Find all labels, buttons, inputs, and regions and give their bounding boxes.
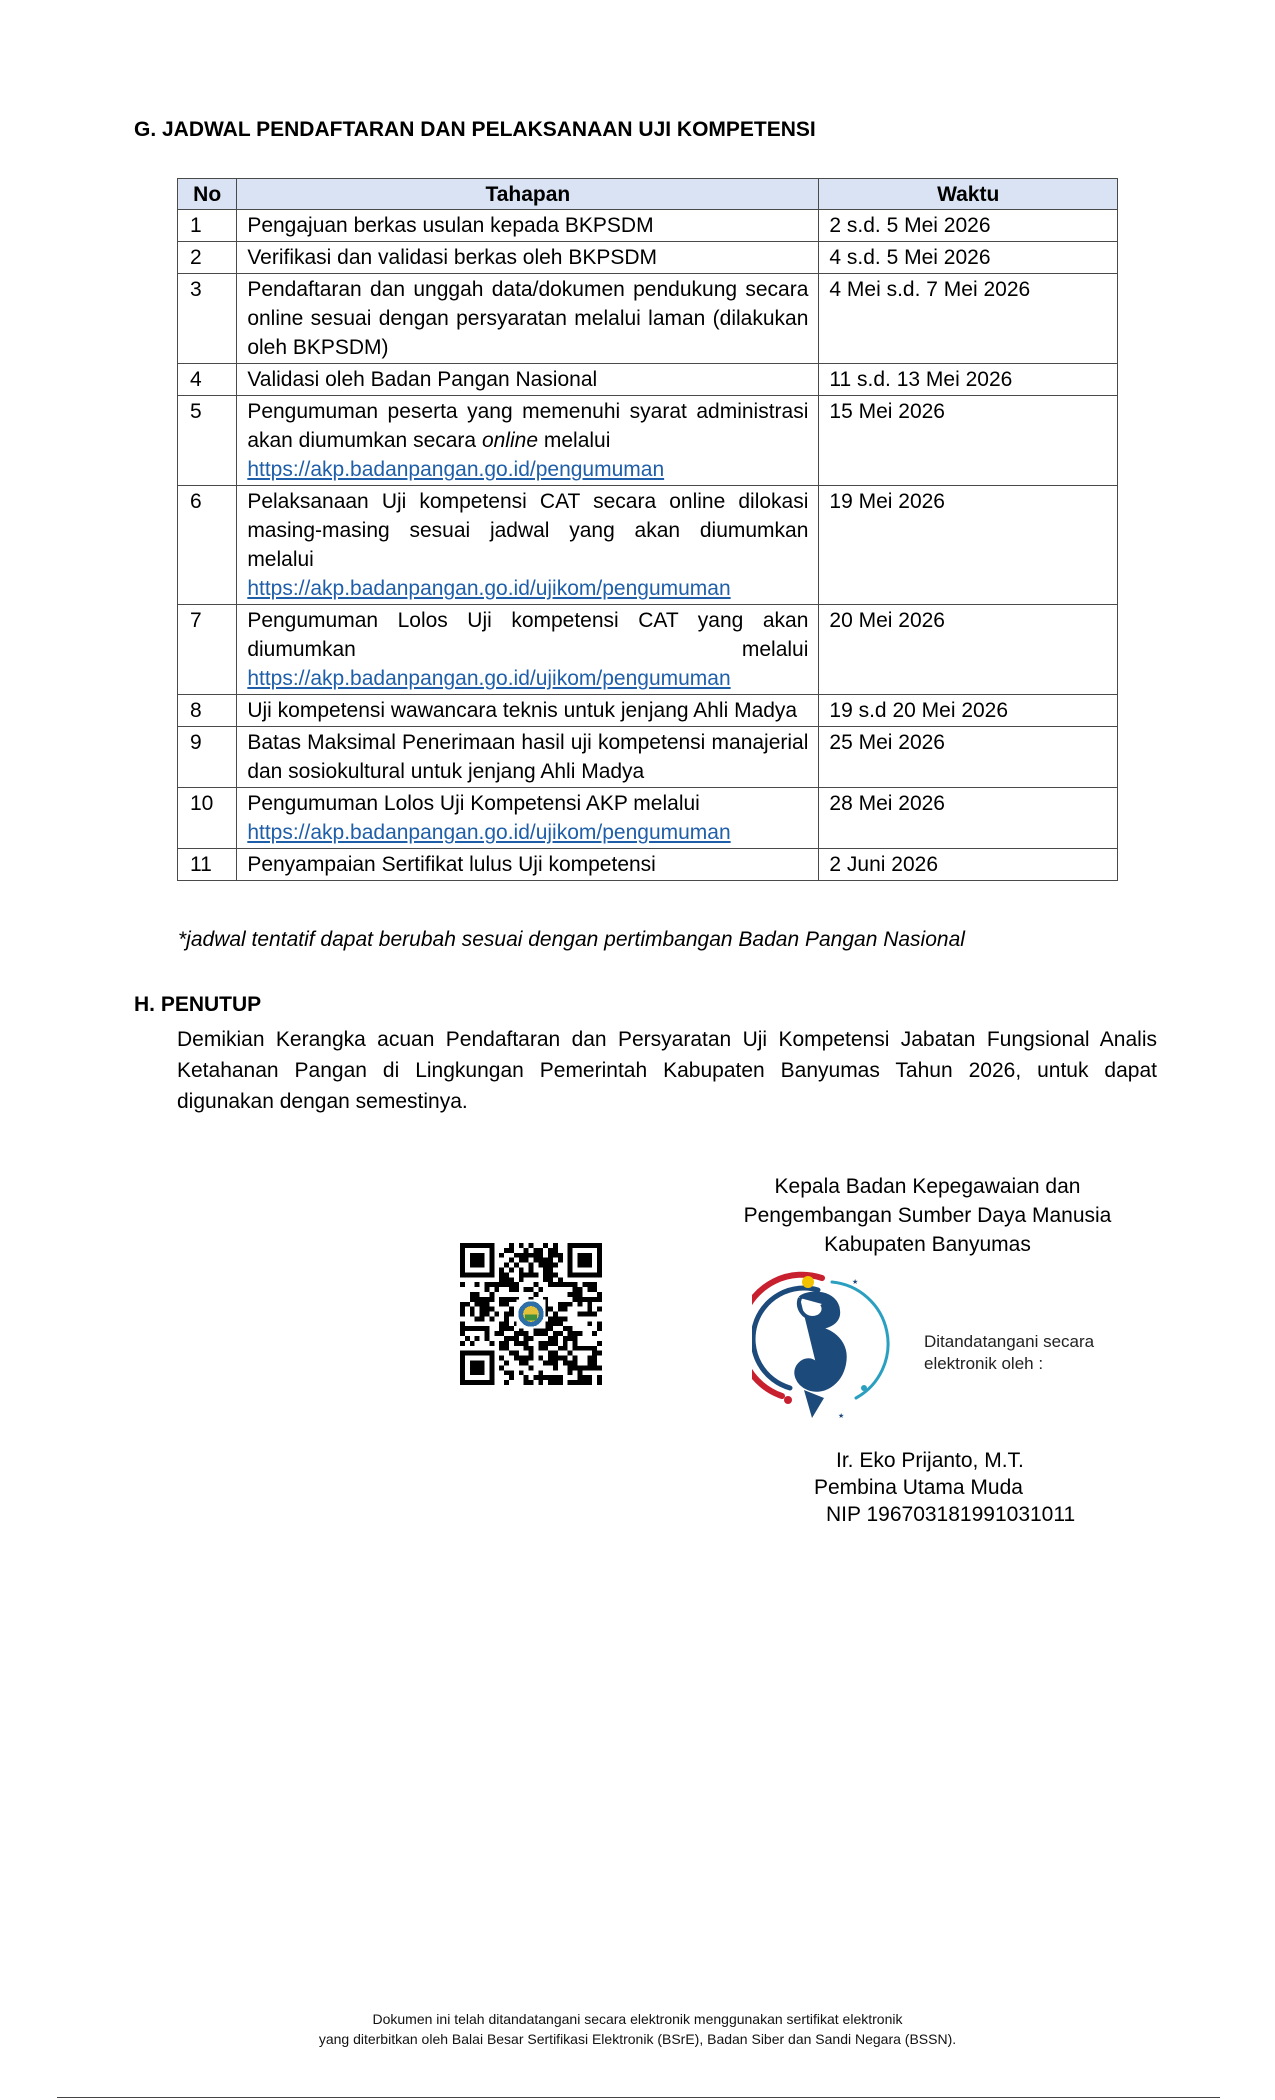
header-no: No xyxy=(178,179,237,210)
row-waktu: 25 Mei 2026 xyxy=(819,727,1118,788)
row-no: 2 xyxy=(178,242,237,274)
row-tahapan xyxy=(237,396,819,486)
row-no: 4 xyxy=(178,364,237,396)
table-row xyxy=(178,210,1118,242)
pengumuman-link[interactable]: https://akp.badanpangan.go.id/pengumuman xyxy=(247,458,665,481)
row-waktu: 19 s.d 20 Mei 2026 xyxy=(819,695,1118,727)
footer-line: yang diterbitkan oleh Balai Besar Sertifikasi Elektronik (BSrE), Badan Siber dan Sandi Negara (BSSN). xyxy=(318,2031,957,2047)
row-waktu: 2 s.d. 5 Mei 2026 xyxy=(819,210,1118,242)
row-no: 6 xyxy=(178,486,237,605)
section-h-title: H. PENUTUP xyxy=(134,993,262,1016)
table-row xyxy=(178,396,1118,486)
table-row xyxy=(178,242,1118,274)
row-tahapan: Pendaftaran dan unggah data/dokumen pendukung secara online sesuai dengan persyaratan melalui laman (dilakukan oleh BKPSDM) xyxy=(237,274,819,364)
row-tahapan-text: Pelaksanaan Uji kompetensi CAT secara online dilokasi masing-masing sesuai jadwal yang akan diumumkan melalui xyxy=(247,490,809,571)
esign-label xyxy=(924,1331,1094,1375)
schedule-table xyxy=(177,178,1118,881)
row-waktu: 19 Mei 2026 xyxy=(819,486,1118,605)
row-tahapan-text: Pengumuman Lolos Uji kompetensi CAT yang akan diumumkan melalui xyxy=(247,609,809,661)
row-no: 9 xyxy=(178,727,237,788)
row-no: 7 xyxy=(178,605,237,695)
header-waktu: Waktu xyxy=(819,179,1118,210)
footer-disclaimer xyxy=(0,2009,1275,2049)
table-row xyxy=(178,364,1118,396)
footer-line: Dokumen ini telah ditandatangani secara elektronik menggunakan sertifikat elektronik xyxy=(372,2011,903,2027)
schedule-note: *jadwal tentatif dapat berubah sesuai dengan pertimbangan Badan Pangan Nasional xyxy=(178,928,965,951)
table-row xyxy=(178,849,1118,881)
svg-text:★: ★ xyxy=(852,1279,859,1286)
closing-paragraph: Demikian Kerangka acuan Pendaftaran dan Persyaratan Uji Kompetensi Jabatan Fungsional Analis Ketahanan Pangan di Lingkungan Pemerintah Kabupaten Banyumas Tahun 2026, untuk dapat digunakan dengan semestinya. xyxy=(177,1028,1157,1113)
ujikom-pengumuman-link[interactable]: https://akp.badanpangan.go.id/ujikom/pengumuman xyxy=(247,577,731,600)
signer-name: Ir. Eko Prijanto, M.T. xyxy=(836,1449,1024,1472)
row-waktu: 4 s.d. 5 Mei 2026 xyxy=(819,242,1118,274)
row-no: 10 xyxy=(178,788,237,849)
table-row xyxy=(178,788,1118,849)
row-no: 11 xyxy=(178,849,237,881)
row-tahapan: Verifikasi dan validasi berkas oleh BKPSDM xyxy=(237,242,819,274)
nip-label: NIP xyxy=(826,1503,861,1526)
row-waktu: 4 Mei s.d. 7 Mei 2026 xyxy=(819,274,1118,364)
signer-block xyxy=(810,1447,1075,1528)
nip-value: 196703181991031011 xyxy=(866,1503,1076,1526)
row-no: 8 xyxy=(178,695,237,727)
row-tahapan: Pengajuan berkas usulan kepada BKPSDM xyxy=(237,210,819,242)
table-row xyxy=(178,274,1118,364)
row-tahapan xyxy=(237,788,819,849)
banyumas-logo xyxy=(752,1268,902,1428)
row-no: 5 xyxy=(178,396,237,486)
row-tahapan: Uji kompetensi wawancara teknis untuk jenjang Ahli Madya xyxy=(237,695,819,727)
table-header-row xyxy=(178,179,1118,210)
row-waktu: 2 Juni 2026 xyxy=(819,849,1118,881)
table-row xyxy=(178,605,1118,695)
signer-rank: Pembina Utama Muda xyxy=(814,1476,1023,1499)
ujikom-pengumuman-link[interactable]: https://akp.badanpangan.go.id/ujikom/pengumuman xyxy=(247,667,731,690)
row-waktu: 20 Mei 2026 xyxy=(819,605,1118,695)
bottom-divider xyxy=(57,2097,1220,2098)
row-waktu: 28 Mei 2026 xyxy=(819,788,1118,849)
office-line: Pengembangan Sumber Daya Manusia xyxy=(743,1204,1112,1227)
row-tahapan: Validasi oleh Badan Pangan Nasional xyxy=(237,364,819,396)
office-line: Kepala Badan Kepegawaian dan xyxy=(774,1175,1081,1198)
section-g-title: G. JADWAL PENDAFTARAN DAN PELAKSANAAN UJI KOMPETENSI xyxy=(134,118,816,141)
official-title xyxy=(700,1172,1155,1259)
qr-code xyxy=(460,1243,602,1385)
row-tahapan-text: Pengumuman Lolos Uji Kompetensi AKP melalui xyxy=(247,792,700,815)
table-row xyxy=(178,727,1118,788)
row-no: 3 xyxy=(178,274,237,364)
esign-line: Ditandatangani secara xyxy=(924,1332,1095,1351)
row-tahapan: Penyampaian Sertifikat lulus Uji kompetensi xyxy=(237,849,819,881)
row-tahapan-text: melalui xyxy=(543,429,611,452)
table-row xyxy=(178,486,1118,605)
signer-nip-row xyxy=(810,1501,1075,1528)
row-waktu: 15 Mei 2026 xyxy=(819,396,1118,486)
ujikom-pengumuman-link[interactable]: https://akp.badanpangan.go.id/ujikom/pengumuman xyxy=(247,821,731,844)
row-tahapan-emphasis: online xyxy=(481,429,539,452)
row-tahapan-text: Pengumuman peserta yang memenuhi syarat administrasi akan diumumkan secara xyxy=(247,400,809,452)
svg-text:★: ★ xyxy=(838,1413,845,1420)
row-tahapan xyxy=(237,605,819,695)
row-no: 1 xyxy=(178,210,237,242)
esign-line: elektronik oleh : xyxy=(924,1354,1044,1373)
row-waktu: 11 s.d. 13 Mei 2026 xyxy=(819,364,1118,396)
row-tahapan xyxy=(237,486,819,605)
table-row xyxy=(178,695,1118,727)
office-line: Kabupaten Banyumas xyxy=(824,1233,1031,1256)
header-tahapan: Tahapan xyxy=(237,179,819,210)
row-tahapan: Batas Maksimal Penerimaan hasil uji kompetensi manajerial dan sosiokultural untuk jenjang Ahli Madya xyxy=(237,727,819,788)
